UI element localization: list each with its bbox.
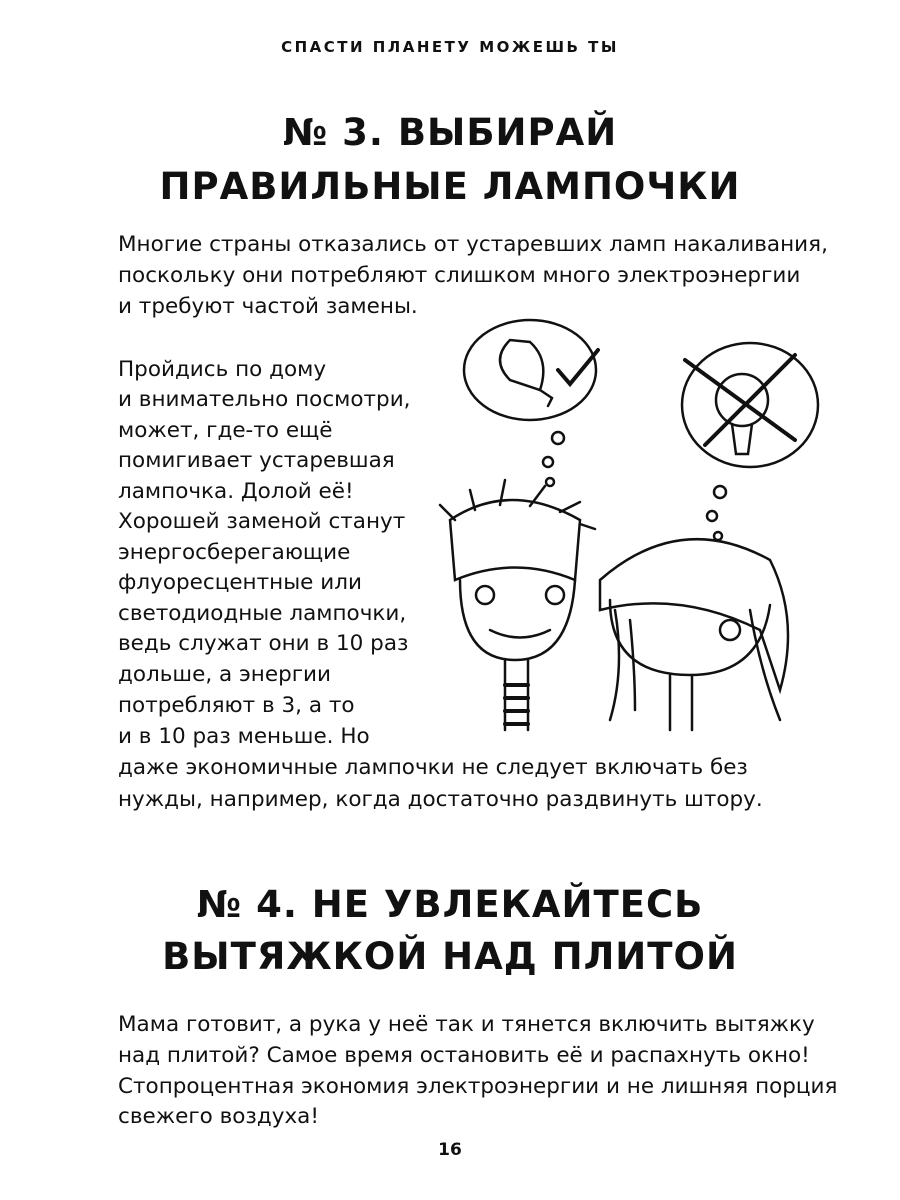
text-line: Многие страны отказались от устаревших ламп накаливания, [118, 232, 828, 257]
section-3-title-line-2: ПРАВИЛЬНЫЕ ЛАМПОЧКИ [159, 165, 741, 208]
text-line: Пройдись по дому [118, 357, 327, 382]
page-number: 16 [438, 1140, 462, 1160]
text-line: Хорошей заменой станут [118, 509, 406, 534]
text-line: нужды, например, когда достаточно раздвинуть штору. [118, 787, 763, 812]
text-line: энергосберегающие [118, 540, 351, 565]
section-4-title-line-1: № 4. НЕ УВЛЕКАЙТЕСЬ [196, 883, 704, 926]
text-line: Стопроцентная экономия электроэнергии и не лишняя порция [118, 1074, 838, 1099]
text-line: и в 10 раз меньше. Но [118, 724, 370, 749]
text-line: лампочка. Долой её! [118, 479, 354, 504]
thought-bubble-good-bulb [464, 320, 598, 486]
check-mark-icon [558, 350, 598, 384]
text-line: светодиодные лампочки, [118, 601, 407, 626]
boy-character [440, 480, 595, 730]
text-line: над плитой? Самое время остановить её и распахнуть окно! [118, 1043, 810, 1068]
energy-saving-bulb-icon [500, 340, 543, 390]
text-line: свежего воздуха! [118, 1104, 319, 1129]
text-line: и внимательно посмотри, [118, 387, 411, 412]
text-line: поскольку они потребляют слишком много электроэнергии [118, 263, 801, 288]
illustration-kids-thinking-about-bulbs [430, 310, 830, 740]
running-head: СПАСТИ ПЛАНЕТУ МОЖЕШЬ ТЫ [281, 38, 619, 56]
text-line: потребляют в 3, а то [118, 693, 355, 718]
text-line: дольше, а энергии [118, 662, 331, 687]
text-line: и требуют частой замены. [118, 294, 418, 319]
text-line: даже экономичные лампочки не следует включать без [118, 755, 748, 780]
thought-bubble-bad-bulb [682, 343, 818, 540]
text-line: флуоресцентные или [118, 570, 362, 595]
text-line: помигивает устаревшая [118, 448, 395, 473]
cross-icon [685, 355, 795, 445]
text-line: может, где-то ещё [118, 418, 333, 443]
text-line: Мама готовит, а рука у неё так и тянется включить вытяжку [118, 1012, 815, 1037]
girl-character [600, 539, 788, 730]
section-3-title-line-1: № 3. ВЫБИРАЙ [282, 111, 618, 154]
section-4-title-line-2: ВЫТЯЖКОЙ НАД ПЛИТОЙ [162, 935, 738, 978]
text-line: ведь служат они в 10 раз [118, 631, 409, 656]
